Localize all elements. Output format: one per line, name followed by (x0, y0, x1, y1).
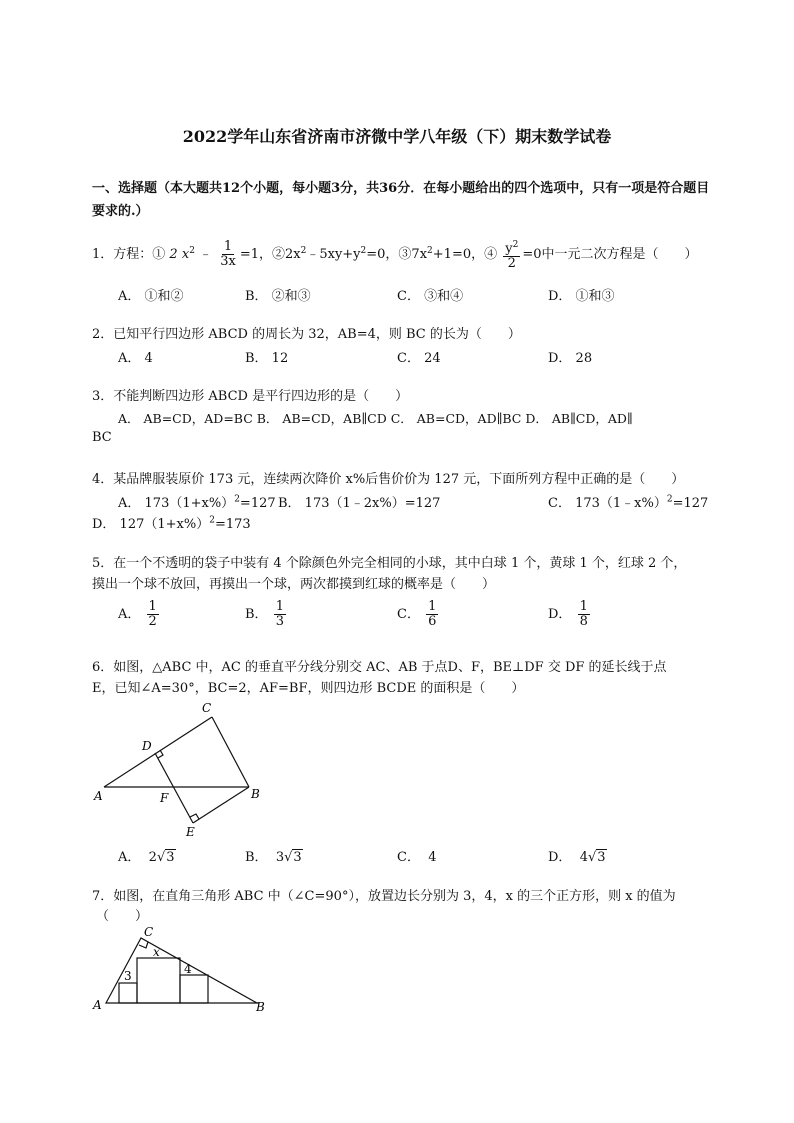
question-5-line-1: 5．在一个不透明的袋子中装有 4 个除颜色外完全相同的小球，其中白球 1 个，黄球 1 个，红球 2 个， (92, 556, 687, 571)
label-4: 4 (184, 962, 192, 976)
q6-option-b: B． 3√3 (245, 850, 302, 865)
right-angle-c (139, 942, 148, 948)
label-c-q7: C (144, 925, 154, 939)
fraction-y2-over-2: $\frac{y^2}{2}$ (505, 240, 519, 272)
q4-option-d: D． $127(1+x\%)^2=173$ (92, 515, 251, 532)
label-b: B (251, 787, 260, 801)
q4-option-b: B． 173（1﹣2x%）=127 (278, 496, 441, 511)
q5-option-b: B． $\frac{1}{3}$ (245, 599, 284, 629)
q6-option-a: A． 2√3 (118, 850, 175, 865)
question-4: 4．某品牌服装原价 173 元，连续两次降价 x%后售价价为 127 元，下面所列方程中正确的是（ ） (92, 472, 685, 487)
q2-option-d: D． 28 (548, 351, 593, 366)
q3-options: A． AB=CD，AD=BC B． AB=CD，AB∥CD C． AB=CD，AD∥BC D． AB∥CD，AD∥ (118, 411, 633, 426)
q2-option-a: A． 4 (118, 351, 153, 366)
question-2: 2．已知平行四边形 ABCD 的周长为 32，AB=4，则 BC 的长为（ ） (92, 327, 521, 342)
label-a: A (94, 789, 103, 803)
question-6-line-2: E，已知∠A=30°，BC=2，AF=BF，则四边形 BCDE 的面积是（ ） (92, 681, 525, 696)
q6-option-d: D． 4√3 (548, 850, 606, 865)
q4-option-c: C． 173（1﹣x%）$^2$=127 (548, 494, 709, 511)
q5-option-d: D． $\frac{1}{8}$ (548, 599, 588, 629)
label-x: x (153, 945, 160, 959)
q3-options-wrap: BC (92, 430, 112, 445)
question-3: 3．不能判断四边形 ABCD 是平行四边形的是（ ） (92, 389, 409, 404)
label-3: 3 (124, 969, 132, 983)
q5-option-a: A． $\frac{1}{2}$ (118, 599, 157, 629)
label-a-q7: A (93, 998, 102, 1012)
square-4 (180, 975, 208, 1003)
question-7-line-1: 7．如图，在直角三角形 ABC 中（∠C=90°），放置边长分别为 3，4，x 的三个正方形，则 x 的值为 (92, 889, 676, 904)
label-e: E (186, 825, 195, 839)
square-x (137, 958, 180, 1003)
question-6-line-1: 6．如图，△ABC 中，AC 的垂直平分线分别交 AC、AB 于点D、F，BE⊥DF 交 DF 的延长线于点 (92, 660, 667, 675)
q5-option-c: C． $\frac{1}{6}$ (397, 599, 437, 629)
q6-option-c: C． 4 (397, 850, 437, 865)
label-f: F (160, 791, 169, 805)
square-3 (119, 983, 137, 1003)
q4-option-a: A． $173(1+x\%)^2=127$ (118, 494, 276, 511)
q1-option-c: C． ③和④ (397, 289, 464, 304)
label-b-q7: B (256, 1000, 265, 1014)
label-c: C (202, 701, 212, 715)
q1-option-a: A． ①和② (118, 289, 184, 304)
q1-option-d: D． ①和③ (548, 289, 615, 304)
section-heading: 一、选择题（本大题共12个小题，每小题3分，共36分．在每小题给出的四个选项中，只有一项是符合题目要求的.） (92, 181, 710, 219)
question-5-line-2: 摸出一个球不放回，再摸出一个球，两次都摸到红球的概率是（ ） (92, 577, 496, 592)
page-title: 2022学年山东省济南市济微中学八年级（下）期末数学试卷 (182, 127, 612, 146)
q2-option-c: C． 24 (397, 351, 441, 366)
question-7-line-2: （ ） (96, 909, 149, 924)
question-1: 1．方程：① 2 $x^2$ ﹣ $\frac{1}{3x}$ =1，$②2x^2﹣5xy+y^2=0$，$③7x^2+1=0$，④ $\frac{y^2}{2}$ =0中一元二次方程是（ ） (92, 239, 698, 272)
fraction-1-over-3x: $\frac{1}{3x}$ (220, 239, 236, 270)
q1-option-b: B． ②和③ (245, 289, 311, 304)
label-d: D (142, 739, 152, 753)
q2-option-b: B． 12 (245, 351, 289, 366)
